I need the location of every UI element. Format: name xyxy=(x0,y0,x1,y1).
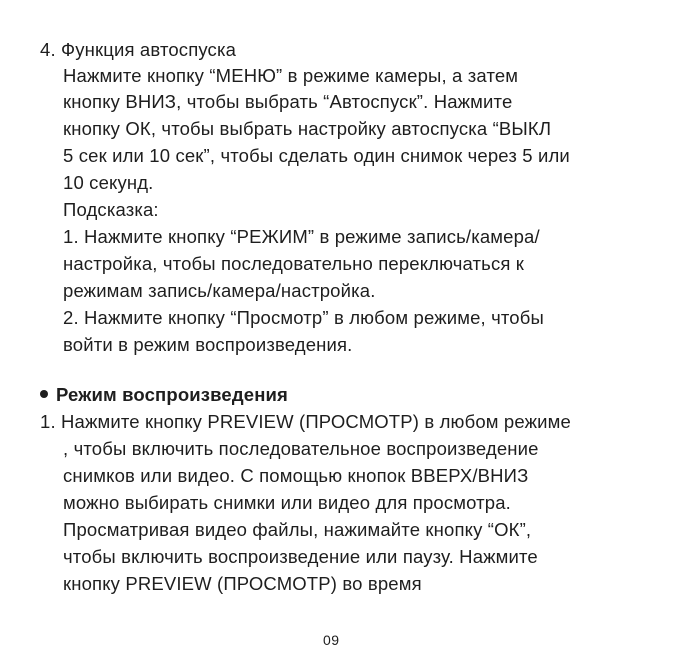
tip-line: 2. Нажмите кнопку “Просмотр” в любом режиме, чтобы xyxy=(63,307,544,328)
tip-line: 1. Нажмите кнопку “РЕЖИМ” в режиме запись/камера/ xyxy=(63,226,540,247)
playback-heading-text: Режим воспроизведения xyxy=(56,384,288,405)
playback-text-line: кнопку PREVIEW (ПРОСМОТР) во время xyxy=(63,573,422,594)
playback-text-line: , чтобы включить последовательное воспроизведение xyxy=(63,438,539,459)
page-number: 09 xyxy=(323,632,340,648)
playback-text-line: чтобы включить воспроизведение или паузу. Нажмите xyxy=(63,546,538,567)
timer-text-line: 10 секунд. xyxy=(63,172,154,193)
playback-text-line: Просматривая видео файлы, нажимайте кнопку “ОК”, xyxy=(63,519,532,540)
playback-heading xyxy=(40,383,288,407)
tip-label: Подсказка: xyxy=(63,199,159,220)
tip-line: режимам запись/камера/настройка. xyxy=(63,280,376,301)
timer-text-line: кнопку ОК, чтобы выбрать настройку автоспуска “ВЫКЛ xyxy=(63,118,552,139)
timer-heading: 4. Функция автоспуска xyxy=(40,39,237,60)
timer-text-line: 5 сек или 10 сек”, чтобы сделать один снимок через 5 или xyxy=(63,145,570,166)
timer-text-line: Нажмите кнопку “МЕНЮ” в режиме камеры, а затем xyxy=(63,65,519,86)
playback-text-line: 1. Нажмите кнопку PREVIEW (ПРОСМОТР) в любом режиме xyxy=(40,411,571,432)
playback-text-line: снимков или видео. С помощью кнопок ВВЕРХ/ВНИЗ xyxy=(63,465,529,486)
timer-text-line: кнопку ВНИЗ, чтобы выбрать “Автоспуск”. Нажмите xyxy=(63,91,513,112)
tip-line: войти в режим воспроизведения. xyxy=(63,334,353,355)
tip-line: настройка, чтобы последовательно переключаться к xyxy=(63,253,525,274)
playback-text-line: можно выбирать снимки или видео для просмотра. xyxy=(63,492,511,513)
bullet-icon xyxy=(40,390,48,398)
